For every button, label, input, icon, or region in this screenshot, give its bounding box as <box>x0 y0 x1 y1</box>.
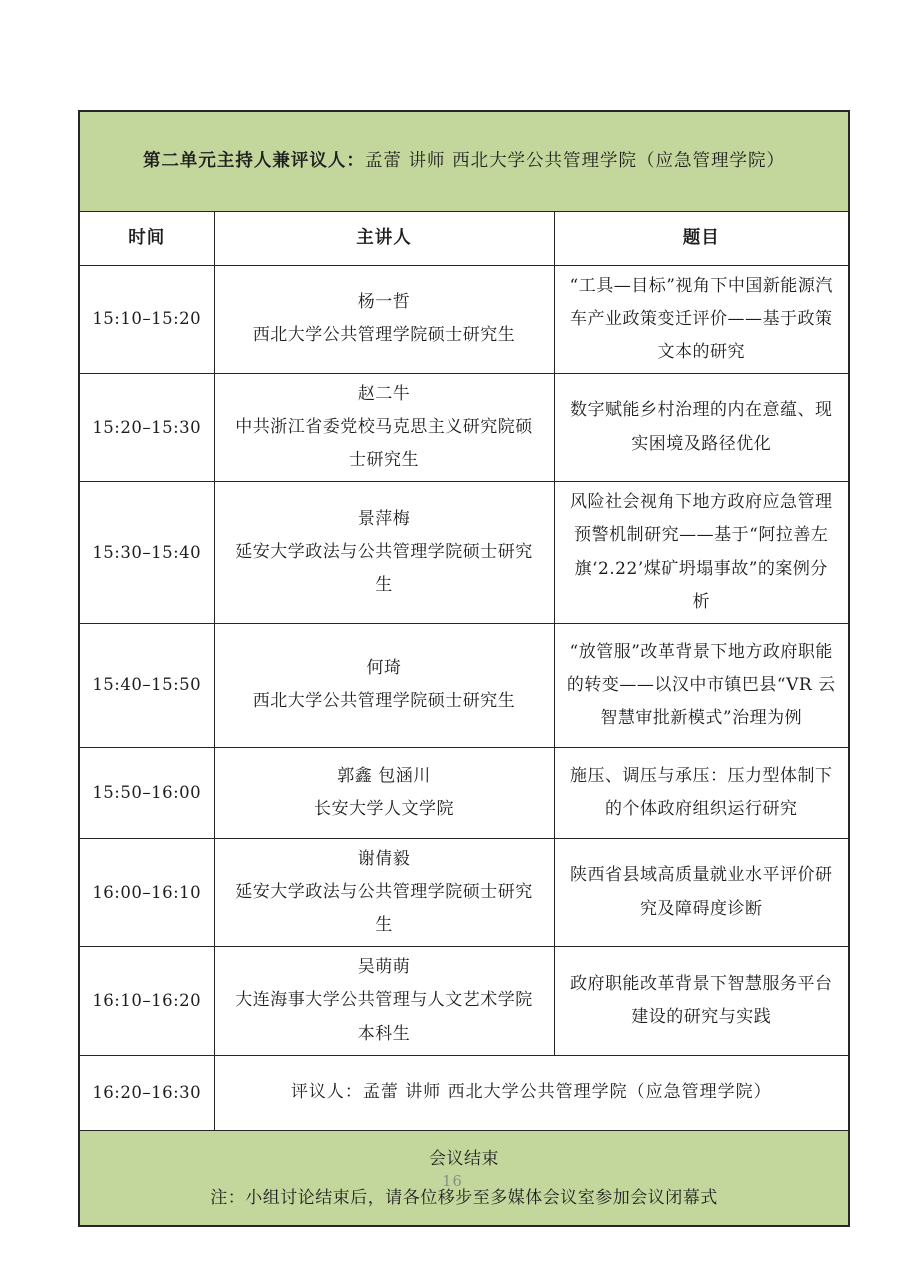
speaker-name: 何琦 <box>366 658 402 679</box>
table-row <box>79 947 849 1055</box>
paper-title-cell: 陕西省县域高质量就业水平评价研究及障碍度诊断 <box>554 838 849 946</box>
closing-title: 会议结束 <box>429 1148 499 1169</box>
time-cell: 16:10–16:20 <box>79 947 214 1055</box>
speaker-affiliation: 延安大学政法与公共管理学院硕士研究生 <box>235 542 533 596</box>
table-row <box>79 265 849 373</box>
speaker-cell <box>214 838 554 946</box>
table-row-discussant <box>79 1055 849 1130</box>
paper-title-cell: 施压、调压与承压：压力型体制下的个体政府组织运行研究 <box>554 747 849 838</box>
paper-title-cell: “工具—目标”视角下中国新能源汽车产业政策变迁评价——基于政策文本的研究 <box>554 265 849 373</box>
paper-title-cell: “放管服”改革背景下地方政府职能的转变——以汉中市镇巴县“VR 云智慧审批新模式”治理为例 <box>554 623 849 747</box>
unit-header-band <box>79 111 849 211</box>
time-cell: 15:20–15:30 <box>79 373 214 481</box>
paper-title-cell: 风险社会视角下地方政府应急管理预警机制研究——基于“阿拉善左旗‘2.22’煤矿坍塌事故”的案例分析 <box>554 482 849 624</box>
time-cell: 16:20–16:30 <box>79 1055 214 1130</box>
paper-title-cell: 政府职能改革背景下智慧服务平台建设的研究与实践 <box>554 947 849 1055</box>
speaker-cell <box>214 947 554 1055</box>
time-cell: 15:50–16:00 <box>79 747 214 838</box>
speaker-affiliation: 中共浙江省委党校马克思主义研究院硕士研究生 <box>235 417 533 471</box>
table-row <box>79 623 849 747</box>
time-cell: 16:00–16:10 <box>79 838 214 946</box>
table-row <box>79 838 849 946</box>
closing-note: 注：小组讨论结束后，请各位移步至多媒体会议室参加会议闭幕式 <box>210 1187 718 1208</box>
speaker-cell <box>214 265 554 373</box>
speaker-cell <box>214 373 554 481</box>
unit-header-label: 第二单元主持人兼评议人： <box>142 151 365 172</box>
column-header-speaker: 主讲人 <box>214 211 554 265</box>
unit-header-row <box>79 111 849 211</box>
speaker-name: 杨一哲 <box>357 292 411 313</box>
speaker-cell <box>214 623 554 747</box>
table-row <box>79 747 849 838</box>
speaker-name: 郭鑫 包涵川 <box>337 765 431 786</box>
speaker-affiliation: 西北大学公共管理学院硕士研究生 <box>252 325 516 346</box>
speaker-name: 谢倩毅 <box>357 848 411 869</box>
column-header-title: 题目 <box>554 211 849 265</box>
page-number: 16 <box>442 1174 463 1190</box>
speaker-affiliation: 大连海事大学公共管理与人文艺术学院本科生 <box>235 990 533 1044</box>
speaker-name: 吴萌萌 <box>357 957 411 978</box>
time-cell: 15:30–15:40 <box>79 482 214 624</box>
table-row <box>79 373 849 481</box>
speaker-affiliation: 西北大学公共管理学院硕士研究生 <box>252 691 516 712</box>
time-cell: 15:10–15:20 <box>79 265 214 373</box>
speaker-affiliation: 延安大学政法与公共管理学院硕士研究生 <box>235 882 533 936</box>
session-schedule-table <box>78 110 850 1227</box>
speaker-name: 景萍梅 <box>357 508 411 529</box>
table-header-row <box>79 211 849 265</box>
unit-header-value: 孟蕾 讲师 西北大学公共管理学院（应急管理学院） <box>364 151 786 172</box>
table-row <box>79 482 849 624</box>
speaker-name: 赵二牛 <box>357 383 411 404</box>
speaker-cell <box>214 482 554 624</box>
column-header-time: 时间 <box>79 211 214 265</box>
time-cell: 15:40–15:50 <box>79 623 214 747</box>
paper-title-cell: 数字赋能乡村治理的内在意蕴、现实困境及路径优化 <box>554 373 849 481</box>
discussant-cell: 评议人：孟蕾 讲师 西北大学公共管理学院（应急管理学院） <box>214 1055 849 1130</box>
speaker-cell <box>214 747 554 838</box>
speaker-affiliation: 长安大学人文学院 <box>314 798 454 819</box>
